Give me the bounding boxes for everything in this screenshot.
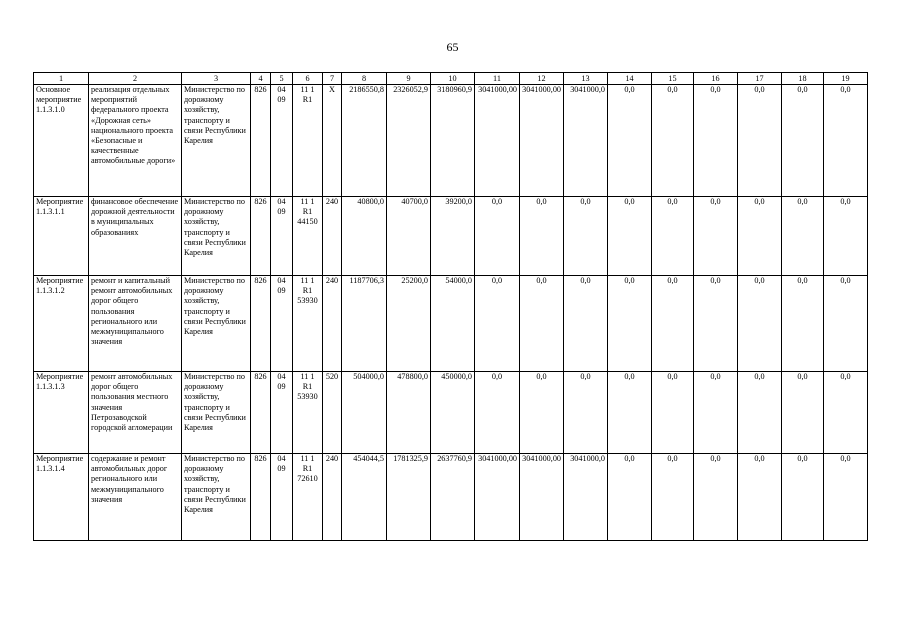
amount-cell: 0,0 bbox=[782, 372, 824, 454]
column-header: 14 bbox=[608, 73, 652, 85]
amount-cell: 25200,0 bbox=[387, 276, 431, 372]
amount-cell: 0,0 bbox=[564, 197, 608, 276]
amount-cell: 0,0 bbox=[738, 276, 782, 372]
measure-description-cell: ремонт автомобильных дорог общего пользования местного значения Петрозаводской городской агломерации bbox=[89, 372, 182, 454]
cell: 826 bbox=[251, 372, 271, 454]
amount-cell: 0,0 bbox=[694, 276, 738, 372]
amount-cell: 0,0 bbox=[608, 454, 652, 541]
amount-cell: 0,0 bbox=[652, 372, 694, 454]
cell: 04 09 bbox=[271, 276, 293, 372]
cell: 240 bbox=[323, 454, 342, 541]
table-row bbox=[34, 197, 868, 276]
amount-cell: 0,0 bbox=[738, 197, 782, 276]
column-header: 7 bbox=[323, 73, 342, 85]
measure-description-cell: содержание и ремонт автомобильных дорог регионального или межмуниципального значения bbox=[89, 454, 182, 541]
amount-cell: 3180960,9 bbox=[431, 85, 475, 197]
column-header: 6 bbox=[293, 73, 323, 85]
amount-cell: 0,0 bbox=[652, 85, 694, 197]
amount-cell: 0,0 bbox=[782, 85, 824, 197]
amount-cell: 478800,0 bbox=[387, 372, 431, 454]
amount-cell: 0,0 bbox=[608, 372, 652, 454]
measure-description-cell: финансовое обеспечение дорожной деятельности в муниципальных образованиях bbox=[89, 197, 182, 276]
cell: 520 bbox=[323, 372, 342, 454]
amount-cell: 0,0 bbox=[824, 197, 868, 276]
amount-cell: 0,0 bbox=[694, 197, 738, 276]
measure-description-cell: реализация отдельных мероприятий федерального проекта «Дорожная сеть» национального проекта «Безопасные и качественные автомобильные дороги» bbox=[89, 85, 182, 197]
cell: 11 1 R1 72610 bbox=[293, 454, 323, 541]
cell: 11 1 R1 bbox=[293, 85, 323, 197]
amount-cell: 450000,0 bbox=[431, 372, 475, 454]
measure-id-cell: Основное мероприятие 1.1.3.1.0 bbox=[34, 85, 89, 197]
amount-cell: 0,0 bbox=[694, 454, 738, 541]
amount-cell: 504000,0 bbox=[342, 372, 387, 454]
column-header: 3 bbox=[182, 73, 251, 85]
column-header: 12 bbox=[520, 73, 564, 85]
amount-cell: 0,0 bbox=[520, 276, 564, 372]
amount-cell: 39200,0 bbox=[431, 197, 475, 276]
responsible-executor-cell: Министерство по дорожному хозяйству, транспорту и связи Республики Карелия bbox=[182, 85, 251, 197]
amount-cell: 0,0 bbox=[475, 197, 520, 276]
column-header: 17 bbox=[738, 73, 782, 85]
amount-cell: 1187706,3 bbox=[342, 276, 387, 372]
amount-cell: 0,0 bbox=[652, 276, 694, 372]
amount-cell: 0,0 bbox=[738, 454, 782, 541]
amount-cell: 2637760,9 bbox=[431, 454, 475, 541]
amount-cell: 454044,5 bbox=[342, 454, 387, 541]
column-header: 2 bbox=[89, 73, 182, 85]
amount-cell: 1781325,9 bbox=[387, 454, 431, 541]
amount-cell: 54000,0 bbox=[431, 276, 475, 372]
amount-cell: 0,0 bbox=[608, 85, 652, 197]
amount-cell: 3041000,00 bbox=[520, 454, 564, 541]
column-header: 9 bbox=[387, 73, 431, 85]
column-header: 15 bbox=[652, 73, 694, 85]
measure-id-cell: Мероприятие 1.1.3.1.3 bbox=[34, 372, 89, 454]
measure-description-cell: ремонт и капитальный ремонт автомобильных дорог общего пользования регионального или межмуниципального значения bbox=[89, 276, 182, 372]
responsible-executor-cell: Министерство по дорожному хозяйству, транспорту и связи Республики Карелия bbox=[182, 276, 251, 372]
amount-cell: 0,0 bbox=[608, 197, 652, 276]
cell: 11 1 R1 53930 bbox=[293, 372, 323, 454]
amount-cell: 0,0 bbox=[782, 197, 824, 276]
cell: 826 bbox=[251, 276, 271, 372]
cell: 826 bbox=[251, 85, 271, 197]
cell: 04 09 bbox=[271, 197, 293, 276]
cell: X bbox=[323, 85, 342, 197]
cell: 11 1 R1 53930 bbox=[293, 276, 323, 372]
amount-cell: 0,0 bbox=[824, 372, 868, 454]
amount-cell: 0,0 bbox=[652, 454, 694, 541]
cell: 04 09 bbox=[271, 454, 293, 541]
amount-cell: 0,0 bbox=[520, 197, 564, 276]
amount-cell: 3041000,00 bbox=[520, 85, 564, 197]
amount-cell: 40700,0 bbox=[387, 197, 431, 276]
column-header: 16 bbox=[694, 73, 738, 85]
amount-cell: 0,0 bbox=[694, 85, 738, 197]
amount-cell: 0,0 bbox=[564, 372, 608, 454]
amount-cell: 0,0 bbox=[782, 454, 824, 541]
cell: 04 09 bbox=[271, 372, 293, 454]
responsible-executor-cell: Министерство по дорожному хозяйству, транспорту и связи Республики Карелия bbox=[182, 454, 251, 541]
amount-cell: 0,0 bbox=[782, 276, 824, 372]
table-row bbox=[34, 276, 868, 372]
budget-table bbox=[33, 72, 868, 541]
amount-cell: 3041000,00 bbox=[475, 85, 520, 197]
table-row bbox=[34, 372, 868, 454]
amount-cell: 0,0 bbox=[475, 276, 520, 372]
table-header-row bbox=[34, 73, 868, 85]
column-header: 13 bbox=[564, 73, 608, 85]
amount-cell: 0,0 bbox=[520, 372, 564, 454]
responsible-executor-cell: Министерство по дорожному хозяйству, транспорту и связи Республики Карелия bbox=[182, 372, 251, 454]
table-row bbox=[34, 454, 868, 541]
amount-cell: 40800,0 bbox=[342, 197, 387, 276]
column-header: 10 bbox=[431, 73, 475, 85]
amount-cell: 0,0 bbox=[652, 197, 694, 276]
responsible-executor-cell: Министерство по дорожному хозяйству, транспорту и связи Республики Карелия bbox=[182, 197, 251, 276]
amount-cell: 0,0 bbox=[824, 85, 868, 197]
column-header: 8 bbox=[342, 73, 387, 85]
amount-cell: 0,0 bbox=[824, 276, 868, 372]
measure-id-cell: Мероприятие 1.1.3.1.1 bbox=[34, 197, 89, 276]
amount-cell: 0,0 bbox=[475, 372, 520, 454]
column-header: 5 bbox=[271, 73, 293, 85]
amount-cell: 0,0 bbox=[738, 85, 782, 197]
page-number: 65 bbox=[446, 40, 459, 54]
amount-cell: 0,0 bbox=[738, 372, 782, 454]
measure-id-cell: Мероприятие 1.1.3.1.4 bbox=[34, 454, 89, 541]
column-header: 19 bbox=[824, 73, 868, 85]
amount-cell: 0,0 bbox=[564, 276, 608, 372]
amount-cell: 2326052,9 bbox=[387, 85, 431, 197]
amount-cell: 0,0 bbox=[694, 372, 738, 454]
table-row bbox=[34, 85, 868, 197]
cell: 240 bbox=[323, 276, 342, 372]
amount-cell: 3041000,0 bbox=[564, 454, 608, 541]
amount-cell: 2186550,8 bbox=[342, 85, 387, 197]
cell: 826 bbox=[251, 454, 271, 541]
cell: 11 1 R1 44150 bbox=[293, 197, 323, 276]
amount-cell: 0,0 bbox=[824, 454, 868, 541]
cell: 826 bbox=[251, 197, 271, 276]
amount-cell: 3041000,00 bbox=[475, 454, 520, 541]
column-header: 1 bbox=[34, 73, 89, 85]
cell: 04 09 bbox=[271, 85, 293, 197]
column-header: 11 bbox=[475, 73, 520, 85]
amount-cell: 3041000,0 bbox=[564, 85, 608, 197]
cell: 240 bbox=[323, 197, 342, 276]
column-header: 4 bbox=[251, 73, 271, 85]
amount-cell: 0,0 bbox=[608, 276, 652, 372]
measure-id-cell: Мероприятие 1.1.3.1.2 bbox=[34, 276, 89, 372]
column-header: 18 bbox=[782, 73, 824, 85]
